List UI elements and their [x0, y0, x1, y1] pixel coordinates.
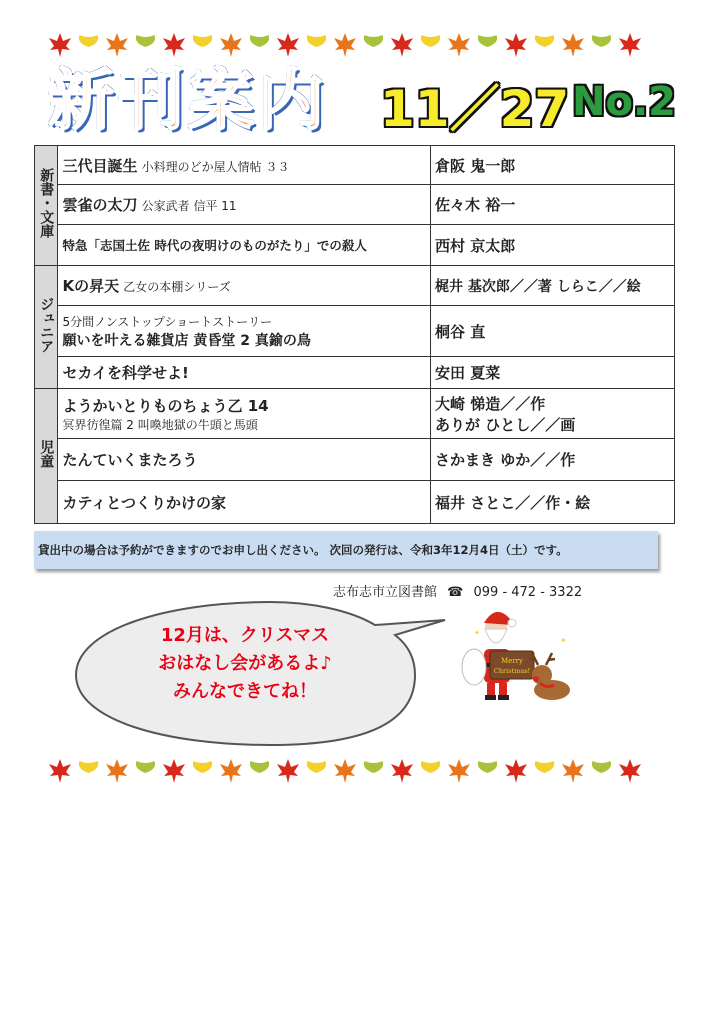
phone-icon: ☎: [447, 585, 464, 600]
book-title: 雲雀の太刀: [62, 196, 138, 214]
maple-leaf-icon: [277, 759, 299, 783]
leaf-garland-bottom: [46, 756, 646, 786]
maple-leaf-icon: [505, 33, 527, 57]
book-cell: [58, 481, 431, 524]
book-cell: [58, 357, 431, 389]
ginkgo-leaf-icon: [535, 761, 554, 781]
maple-leaf-icon: [619, 759, 641, 783]
maple-leaf-icon: [163, 33, 185, 57]
ginkgo-leaf-icon: [478, 761, 497, 781]
ginkgo-leaf-icon: [79, 761, 98, 781]
maple-leaf-icon: [505, 759, 527, 783]
maple-leaf-icon: [220, 759, 242, 783]
category-label: ジュニア: [38, 296, 55, 353]
ginkgo-leaf-icon: [478, 35, 497, 55]
table-row: [35, 389, 675, 439]
book-title: セカイを科学せよ!: [62, 364, 189, 382]
book-cell: [58, 306, 431, 357]
category-label: 新書・文庫: [38, 168, 55, 239]
bubble-line: 12月は、クリスマス: [160, 625, 330, 646]
ginkgo-leaf-icon: [79, 35, 98, 55]
category-junior: [35, 266, 58, 389]
bubble-message: [100, 622, 390, 706]
maple-leaf-icon: [106, 759, 128, 783]
author-cell: 梶井 基次郎／／著 しらこ／／絵: [431, 266, 675, 306]
category-bunko: [35, 146, 58, 266]
book-cell: [58, 225, 431, 266]
book-cell: [58, 185, 431, 225]
book-title: Kの昇天: [62, 277, 120, 295]
svg-text:✦: ✦: [560, 636, 567, 645]
maple-leaf-icon: [106, 33, 128, 57]
author-name: ありが ひとし／／画: [435, 415, 576, 434]
sign-text-line1: Merry: [501, 657, 523, 665]
bubble-line: おはなし会があるよ♪: [158, 653, 332, 674]
ginkgo-leaf-icon: [136, 35, 155, 55]
new-books-table: [34, 145, 675, 524]
ginkgo-leaf-icon: [193, 35, 212, 55]
library-phone: 099 - 472 - 3322: [473, 585, 583, 600]
issue-number: No.2: [572, 79, 676, 125]
book-title: 三代目誕生: [62, 156, 138, 175]
notice-banner: 貸出中の場合は予約ができますのでお申し出ください。 次回の発行は、令和3年12月4日（土）です。: [34, 531, 658, 569]
bubble-line: みんなできてね！: [173, 681, 317, 702]
table-row: [35, 225, 675, 266]
author-cell: 安田 夏菜: [431, 357, 675, 389]
maple-leaf-icon: [334, 33, 356, 57]
book-cell: [58, 146, 431, 185]
ginkgo-leaf-icon: [364, 761, 383, 781]
table-row: [35, 266, 675, 306]
maple-leaf-icon: [49, 759, 71, 783]
maple-leaf-icon: [619, 33, 641, 57]
book-subtitle: 冥界彷徨篇 2 叫喚地獄の牛頭と馬頭: [62, 417, 258, 432]
book-subtitle: 小料理のどか屋人情帖 ３３: [141, 159, 290, 174]
table-row: [35, 439, 675, 481]
ginkgo-leaf-icon: [136, 761, 155, 781]
santa-reindeer-illustration: [460, 605, 580, 710]
table-row: [35, 306, 675, 357]
ginkgo-leaf-icon: [307, 35, 326, 55]
svg-text:✦: ✦: [474, 629, 480, 637]
author-cell: 佐々木 裕一: [431, 185, 675, 225]
table-row: [35, 146, 675, 185]
maple-leaf-icon: [448, 759, 470, 783]
issue-date: 11／27: [380, 80, 570, 138]
book-title: ようかいとりものちょう乙 14: [62, 396, 269, 415]
maple-leaf-icon: [448, 33, 470, 57]
author-cell: 倉阪 鬼一郎: [431, 146, 675, 185]
maple-leaf-icon: [562, 33, 584, 57]
book-title: 願いを叶える雑貨店 黄昏堂 2 真鍮の鳥: [62, 332, 311, 349]
maple-leaf-icon: [562, 759, 584, 783]
author-cell: [431, 389, 675, 439]
library-name: 志布志市立図書館: [333, 585, 438, 600]
ginkgo-leaf-icon: [364, 35, 383, 55]
book-subtitle: 5分間ノンストップショートストーリー: [62, 314, 273, 329]
book-subtitle: 乙女の本棚シリーズ: [123, 280, 231, 294]
maple-leaf-icon: [163, 759, 185, 783]
author-cell: さかまき ゆか／／作: [431, 439, 675, 481]
ginkgo-leaf-icon: [421, 35, 440, 55]
table-row: [35, 481, 675, 524]
author-cell: 西村 京太郎: [431, 225, 675, 266]
table-row: [35, 357, 675, 389]
book-subtitle: 公家武者 信平 11: [141, 199, 237, 213]
ginkgo-leaf-icon: [250, 761, 269, 781]
ginkgo-leaf-icon: [250, 35, 269, 55]
book-title: 特急「志国土佐 時代の夜明けのものがたり」での殺人: [62, 238, 367, 253]
ginkgo-leaf-icon: [307, 761, 326, 781]
ginkgo-leaf-icon: [592, 35, 611, 55]
ginkgo-leaf-icon: [421, 761, 440, 781]
ginkgo-leaf-icon: [535, 35, 554, 55]
book-cell: [58, 266, 431, 306]
book-title: カティとつくりかけの家: [62, 493, 226, 512]
maple-leaf-icon: [391, 759, 413, 783]
maple-leaf-icon: [220, 33, 242, 57]
book-cell: [58, 389, 431, 439]
maple-leaf-icon: [334, 759, 356, 783]
table-row: [35, 185, 675, 225]
author-name: 大崎 悌造／／作: [435, 394, 546, 413]
page-title: 新刊案内: [48, 62, 328, 139]
sign-text-line2: Christmas!: [493, 667, 531, 675]
book-title: たんていくまたろう: [62, 451, 198, 469]
author-cell: 福井 さとこ／／作・絵: [431, 481, 675, 524]
category-children: [35, 389, 58, 524]
ginkgo-leaf-icon: [193, 761, 212, 781]
leaf-garland-bottom-graphic: [46, 756, 646, 786]
category-label: 児童: [38, 439, 55, 468]
book-cell: [58, 439, 431, 481]
author-cell: 桐谷 直: [431, 306, 675, 357]
leaf-garland-top: [46, 30, 646, 60]
maple-leaf-icon: [277, 33, 299, 57]
maple-leaf-icon: [391, 33, 413, 57]
maple-leaf-icon: [49, 33, 71, 57]
leaf-garland-top-graphic: [46, 30, 646, 60]
ginkgo-leaf-icon: [592, 761, 611, 781]
